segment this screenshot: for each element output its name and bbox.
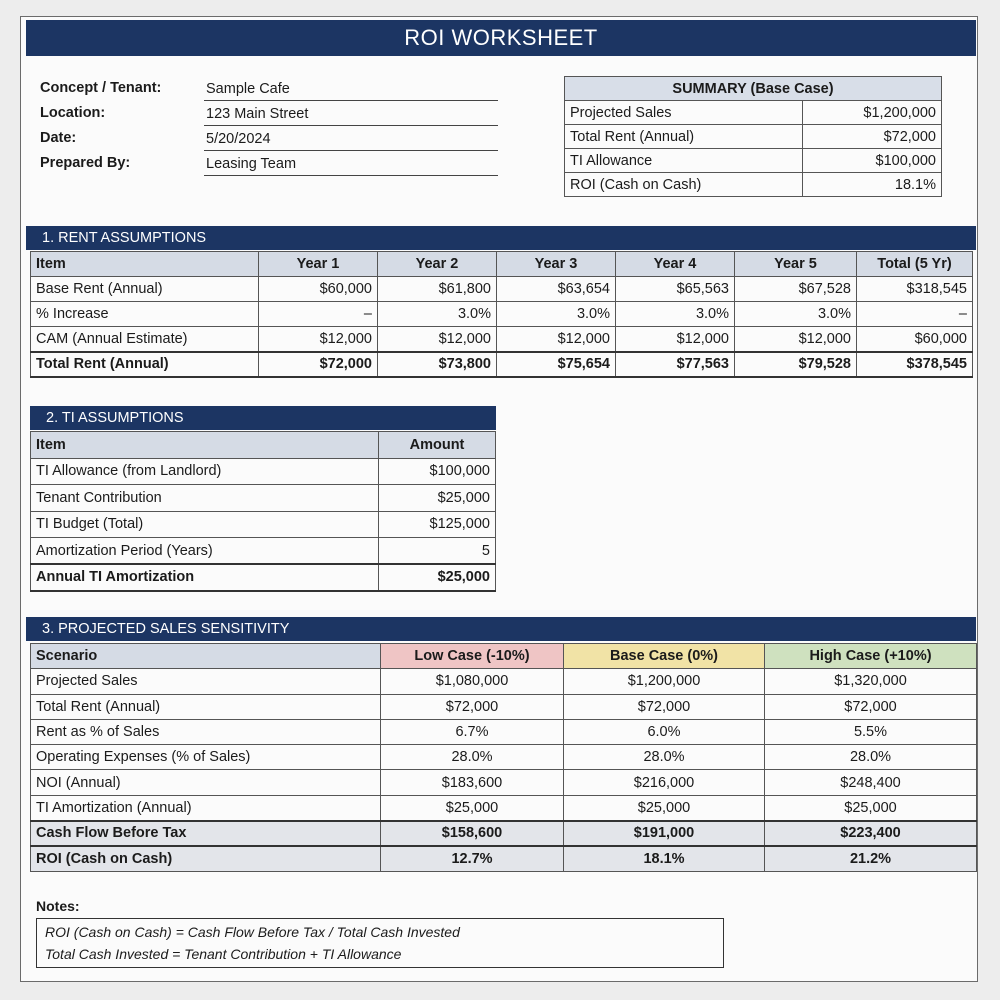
row-label: Total Rent (Annual) (31, 694, 381, 719)
table-row-roi (31, 846, 977, 871)
row-label: CAM (Annual Estimate) (31, 327, 259, 352)
cell: $60,000 (259, 277, 378, 302)
cell: 5 (379, 538, 496, 565)
cell: $12,000 (378, 327, 497, 352)
table-row (565, 101, 942, 125)
table-row-total (31, 352, 973, 377)
table-row (31, 538, 496, 565)
column-header: Total (5 Yr) (857, 252, 973, 277)
table-row-total (31, 564, 496, 591)
row-label: NOI (Annual) (31, 770, 381, 795)
info-label-location: Location: (40, 105, 106, 121)
table-row (31, 719, 977, 744)
cell: 3.0% (616, 302, 735, 327)
summary-label: ROI (Cash on Cash) (565, 173, 803, 197)
row-label: Projected Sales (31, 669, 381, 694)
table-row (31, 511, 496, 538)
summary-heading: SUMMARY (Base Case) (565, 77, 942, 101)
table-row (31, 458, 496, 485)
column-header: Item (31, 252, 259, 277)
table-header-row (31, 432, 496, 459)
cell: 28.0% (381, 745, 564, 770)
row-label: TI Budget (Total) (31, 511, 379, 538)
cell: $25,000 (379, 485, 496, 512)
cell: $1,080,000 (381, 669, 564, 694)
table-row (31, 669, 977, 694)
note-line: ROI (Cash on Cash) = Cash Flow Before Tax / Total Cash Invested (45, 924, 460, 940)
row-label: TI Amortization (Annual) (31, 795, 381, 820)
cell: $25,000 (379, 564, 496, 591)
cell: $183,600 (381, 770, 564, 795)
cell: $25,000 (765, 795, 977, 820)
table-row-cash-flow (31, 821, 977, 846)
section-rent-assumptions: 1. RENT ASSUMPTIONS (26, 226, 976, 250)
info-label-date: Date: (40, 130, 77, 146)
cell: 5.5% (765, 719, 977, 744)
summary-table (564, 76, 942, 197)
cell: $12,000 (735, 327, 857, 352)
notes-label: Notes: (36, 898, 80, 914)
cell: $63,654 (497, 277, 616, 302)
cell: $25,000 (564, 795, 765, 820)
section-ti-assumptions: 2. TI ASSUMPTIONS (30, 406, 496, 430)
cell: $75,654 (497, 352, 616, 377)
column-header-low-case: Low Case (-10%) (381, 644, 564, 669)
cell: 18.1% (564, 846, 765, 871)
info-value-tenant: Sample Cafe (204, 79, 498, 101)
cell: $73,800 (378, 352, 497, 377)
row-label: Annual TI Amortization (31, 564, 379, 591)
cell: $77,563 (616, 352, 735, 377)
cell: 3.0% (497, 302, 616, 327)
summary-label: Projected Sales (565, 101, 803, 125)
column-header: Year 1 (259, 252, 378, 277)
summary-value: 18.1% (803, 173, 942, 197)
table-header-row (31, 644, 977, 669)
column-header-high-case: High Case (+10%) (765, 644, 977, 669)
column-header-base-case: Base Case (0%) (564, 644, 765, 669)
cell: $248,400 (765, 770, 977, 795)
table-row (31, 485, 496, 512)
row-label: % Increase (31, 302, 259, 327)
table-row (31, 302, 973, 327)
cell: $100,000 (379, 458, 496, 485)
cell: 28.0% (564, 745, 765, 770)
cell: $191,000 (564, 821, 765, 846)
row-label: Amortization Period (Years) (31, 538, 379, 565)
cell: $60,000 (857, 327, 973, 352)
column-header: Amount (379, 432, 496, 459)
column-header: Year 3 (497, 252, 616, 277)
table-row (565, 149, 942, 173)
cell: 12.7% (381, 846, 564, 871)
cell: $1,320,000 (765, 669, 977, 694)
cell: $72,000 (564, 694, 765, 719)
table-row (565, 125, 942, 149)
row-label: Total Rent (Annual) (31, 352, 259, 377)
summary-label: TI Allowance (565, 149, 803, 173)
row-label: Base Rent (Annual) (31, 277, 259, 302)
summary-value: $100,000 (803, 149, 942, 173)
cell: 21.2% (765, 846, 977, 871)
info-value-location: 123 Main Street (204, 104, 498, 126)
cell: – (857, 302, 973, 327)
cell: $318,545 (857, 277, 973, 302)
row-label: TI Allowance (from Landlord) (31, 458, 379, 485)
cell: $158,600 (381, 821, 564, 846)
page-title: ROI WORKSHEET (26, 20, 976, 56)
cell: $79,528 (735, 352, 857, 377)
table-row (31, 327, 973, 352)
column-header: Scenario (31, 644, 381, 669)
row-label: Operating Expenses (% of Sales) (31, 745, 381, 770)
section-sales-sensitivity: 3. PROJECTED SALES SENSITIVITY (26, 617, 976, 641)
cell: $72,000 (259, 352, 378, 377)
cell: 6.0% (564, 719, 765, 744)
cell: $72,000 (381, 694, 564, 719)
cell: $12,000 (616, 327, 735, 352)
row-label: Cash Flow Before Tax (31, 821, 381, 846)
info-value-date: 5/20/2024 (204, 129, 498, 151)
cell: $72,000 (765, 694, 977, 719)
column-header: Year 4 (616, 252, 735, 277)
cell: 3.0% (735, 302, 857, 327)
cell: $12,000 (497, 327, 616, 352)
info-label-prepared-by: Prepared By: (40, 155, 131, 171)
row-label: Rent as % of Sales (31, 719, 381, 744)
cell: $12,000 (259, 327, 378, 352)
table-row (31, 745, 977, 770)
cell: $67,528 (735, 277, 857, 302)
note-line: Total Cash Invested = Tenant Contribution + TI Allowance (45, 946, 402, 962)
table-row (565, 173, 942, 197)
sales-sensitivity-table (30, 643, 977, 872)
notes-box (36, 918, 724, 968)
info-label-tenant: Concept / Tenant: (40, 80, 162, 96)
info-value-prepared-by: Leasing Team (204, 154, 498, 176)
row-label: Tenant Contribution (31, 485, 379, 512)
column-header: Year 2 (378, 252, 497, 277)
cell: 3.0% (378, 302, 497, 327)
cell: $61,800 (378, 277, 497, 302)
summary-value: $1,200,000 (803, 101, 942, 125)
cell: – (259, 302, 378, 327)
column-header: Year 5 (735, 252, 857, 277)
table-row (31, 277, 973, 302)
ti-assumptions-table (30, 431, 496, 592)
row-label: ROI (Cash on Cash) (31, 846, 381, 871)
cell: $1,200,000 (564, 669, 765, 694)
cell: $65,563 (616, 277, 735, 302)
table-row (31, 770, 977, 795)
summary-value: $72,000 (803, 125, 942, 149)
cell: 28.0% (765, 745, 977, 770)
cell: $25,000 (381, 795, 564, 820)
cell: $216,000 (564, 770, 765, 795)
table-row (31, 694, 977, 719)
cell: $378,545 (857, 352, 973, 377)
summary-label: Total Rent (Annual) (565, 125, 803, 149)
table-row (31, 795, 977, 820)
cell: $125,000 (379, 511, 496, 538)
rent-assumptions-table (30, 251, 973, 378)
cell: $223,400 (765, 821, 977, 846)
column-header: Item (31, 432, 379, 459)
cell: 6.7% (381, 719, 564, 744)
table-header-row (31, 252, 973, 277)
